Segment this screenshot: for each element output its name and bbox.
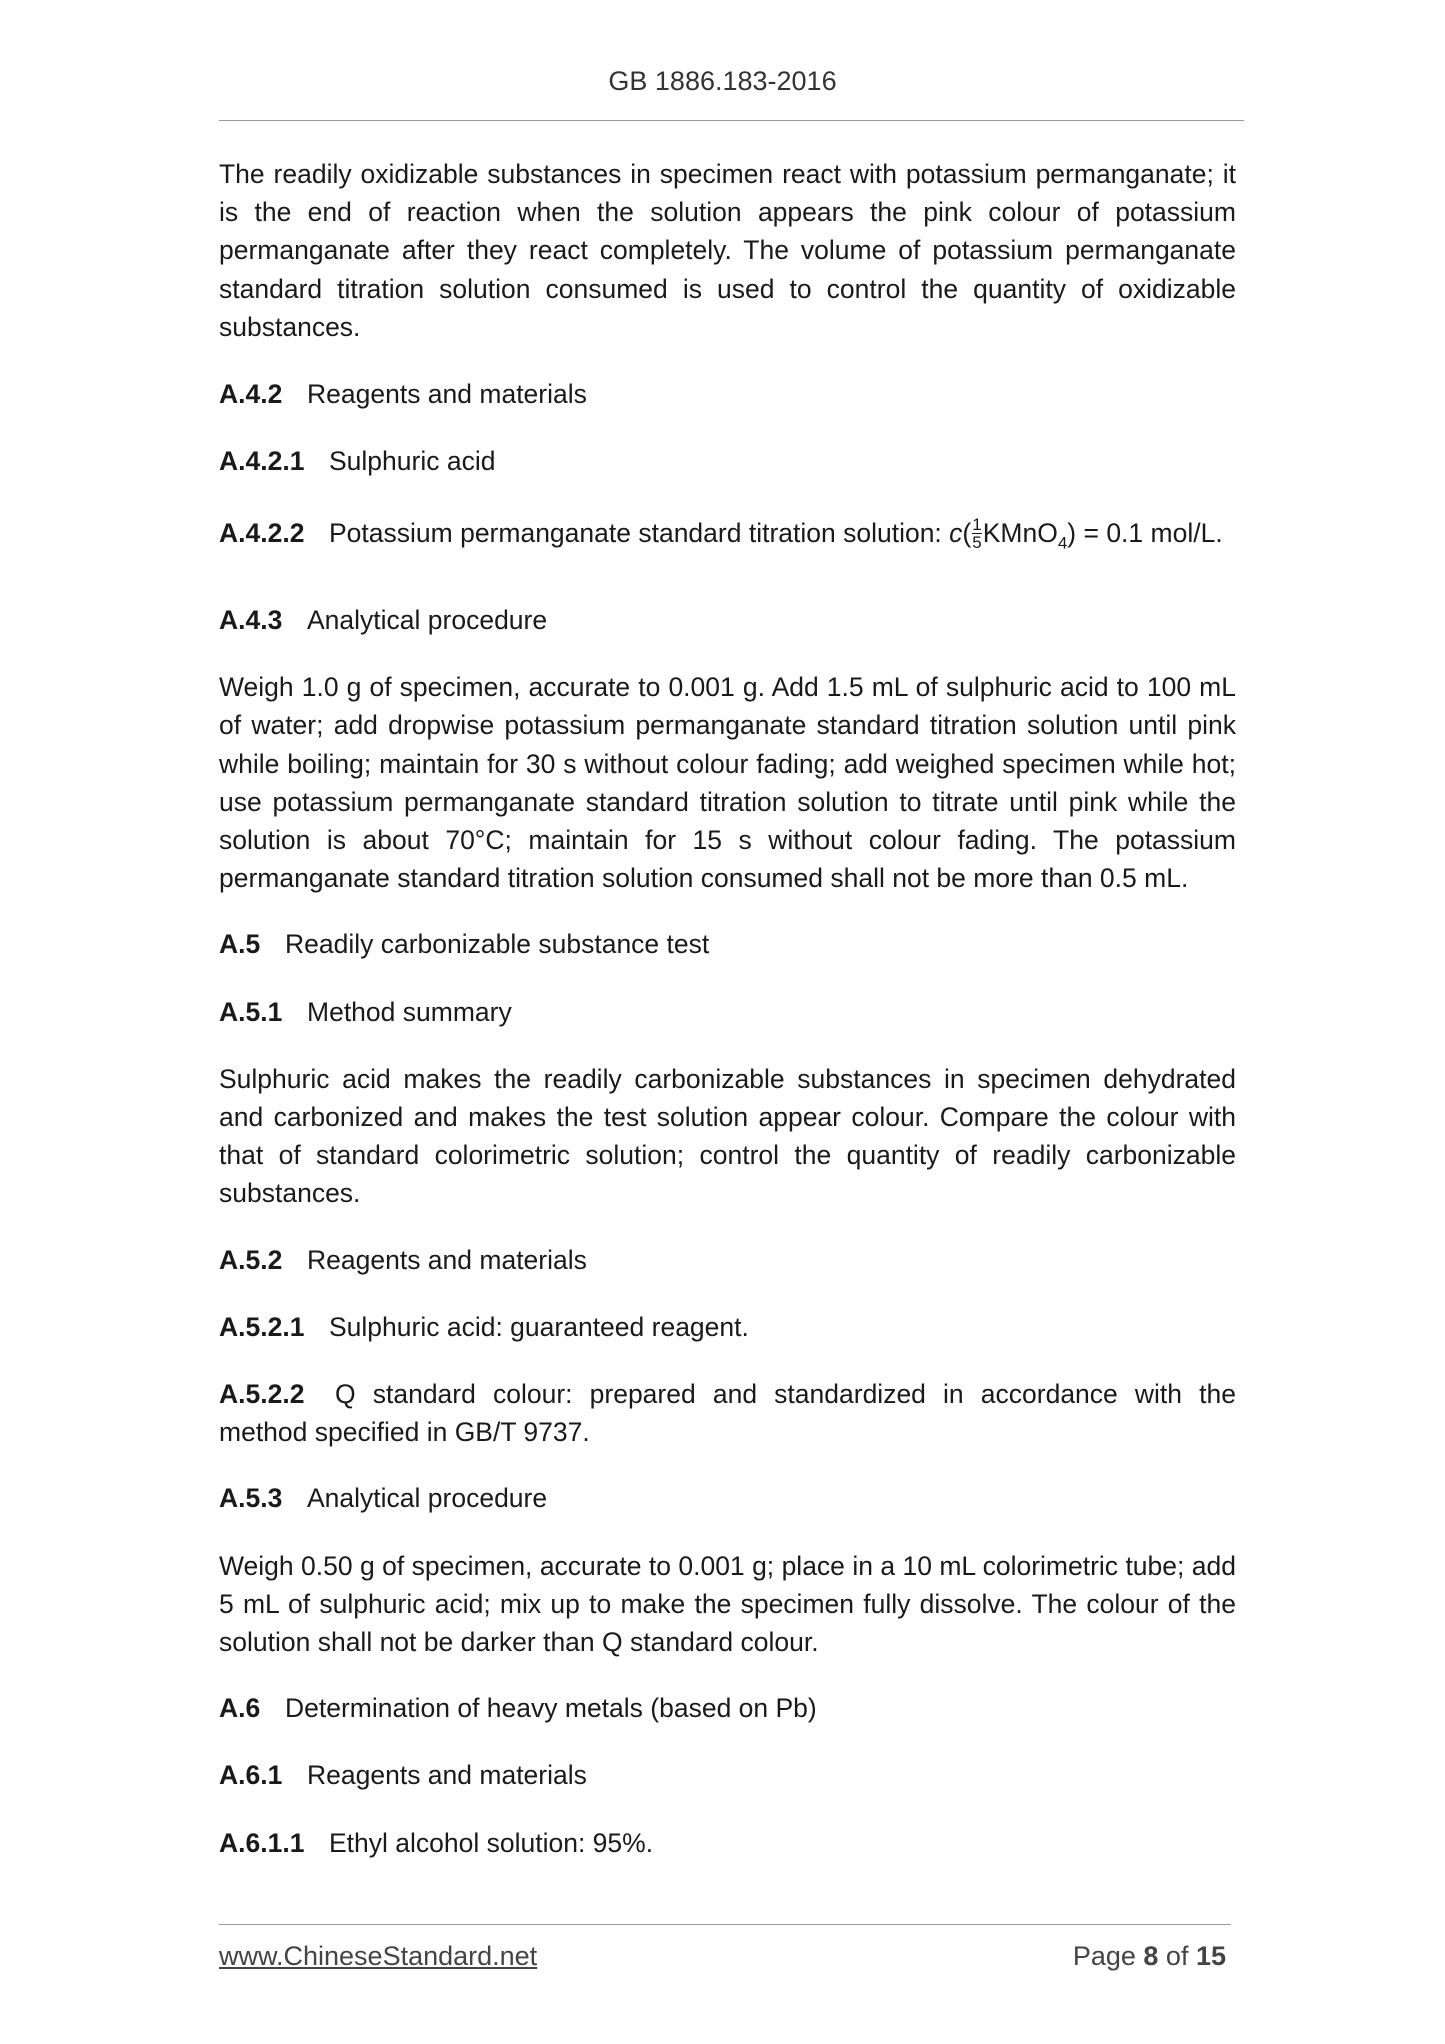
paragraph-carbonizable-procedure: Weigh 0.50 g of specimen, accurate to 0.001 g; place in a 10 mL colorimetric tube; add 5 mL of sulphuric acid; mix up to make the specimen fully dissolve. The colour of the solution shall not be darker than Q standard colour.	[219, 1550, 1236, 1657]
heading-a-6	[219, 1689, 1236, 1727]
section-number: A.4.2.1	[219, 446, 305, 477]
heading-a-4-2	[219, 375, 1236, 413]
document-body	[219, 155, 1236, 1862]
formula-kmno: KMnO	[982, 518, 1058, 549]
section-title: Analytical procedure	[307, 604, 548, 635]
section-title: Sulphuric acid: guaranteed reagent.	[329, 1311, 749, 1342]
section-number: A.5.3	[219, 1483, 283, 1514]
heading-a-4-3	[219, 601, 1236, 639]
section-number: A.6	[219, 1693, 261, 1724]
paragraph-carbonizable-summary: Sulphuric acid makes the readily carbonizable substances in specimen dehydrated and carbonized and makes the test solution appear colour. Compare the colour with that of standard colorimetric solution; control the quantity of readily carbonizable substances.	[219, 1063, 1236, 1209]
section-title: Method summary	[307, 996, 512, 1027]
page-indicator	[1073, 1941, 1226, 1972]
fraction-denominator: 5	[972, 532, 982, 552]
heading-a-4-2-2	[219, 514, 1236, 563]
heading-a-6-1-1	[219, 1824, 1236, 1862]
section-number: A.5.2	[219, 1244, 283, 1275]
section-number: A.5.1	[219, 996, 283, 1027]
section-title: Reagents and materials	[307, 379, 587, 410]
heading-a-5-1	[219, 993, 1236, 1031]
section-title: Analytical procedure	[307, 1483, 548, 1514]
paragraph-oxidizable-procedure: Weigh 1.0 g of specimen, accurate to 0.001 g. Add 1.5 mL of sulphuric acid to 100 mL of water; add dropwise potassium permanganate standard titration solution until pink while boiling; maintain for 30 s without colour fading; add weighed specimen while hot; use potassium permanganate standard titration solution to titrate until pink while the solution is about 70°C; maintain for 15 s without colour fading. The potassium permanganate standard titration solution consumed shall not be more than 0.5 mL.	[219, 672, 1236, 894]
section-number: A.5.2.2	[219, 1378, 305, 1409]
section-title: Reagents and materials	[307, 1760, 587, 1791]
paragraph-method-summary-oxidizable: The readily oxidizable substances in specimen react with potassium permanganate; it is the end of reaction when the solution appears the pink colour of potassium permanganate after they react completely. The volume of potassium permanganate standard titration solution consumed is used to control the quantity of oxidizable substances.	[219, 159, 1236, 342]
heading-a-5	[219, 925, 1236, 963]
section-title: Readily carbonizable substance test	[285, 929, 710, 960]
page-prefix: Page	[1072, 1941, 1144, 1971]
heading-a-5-3	[219, 1479, 1236, 1517]
section-number: A.6.1.1	[219, 1827, 305, 1858]
footer-divider	[219, 1924, 1231, 1925]
formula-subscript: 4	[1057, 533, 1068, 553]
document-header: GB 1886.183-2016	[608, 66, 837, 96]
section-text: Q standard colour: prepared and standardized in accordance with the method specified in GB/T 9737.	[219, 1378, 1236, 1448]
heading-a-5-2-2	[219, 1375, 1236, 1451]
fraction-numerator: 1	[972, 514, 982, 534]
section-title: Determination of heavy metals (based on Pb)	[285, 1693, 817, 1724]
heading-a-6-1	[219, 1756, 1236, 1794]
section-title: Potassium permanganate standard titration solution:	[329, 518, 950, 549]
page-total: 15	[1195, 1941, 1226, 1971]
fraction-one-fifth	[972, 516, 981, 551]
formula-c: c	[949, 518, 963, 549]
section-title: Ethyl alcohol solution: 95%.	[329, 1827, 654, 1858]
formula-tail: ) = 0.1 mol/L.	[1067, 518, 1223, 549]
heading-a-5-2-1	[219, 1308, 1236, 1346]
header-divider	[219, 120, 1244, 121]
section-number: A.6.1	[219, 1760, 283, 1791]
section-number: A.4.2.2	[219, 518, 305, 549]
section-title: Reagents and materials	[307, 1244, 587, 1275]
formula-open: (	[962, 518, 972, 549]
page-mid: of	[1158, 1941, 1196, 1971]
section-number: A.4.3	[219, 604, 283, 635]
heading-a-4-2-1	[219, 442, 1236, 480]
section-title: Sulphuric acid	[329, 446, 496, 477]
section-number: A.5	[219, 929, 261, 960]
section-number: A.4.2	[219, 379, 283, 410]
heading-a-5-2	[219, 1241, 1236, 1279]
page-current: 8	[1143, 1941, 1159, 1971]
section-number: A.5.2.1	[219, 1311, 305, 1342]
website-link[interactable]: www.ChineseStandard.net	[219, 1941, 538, 1971]
